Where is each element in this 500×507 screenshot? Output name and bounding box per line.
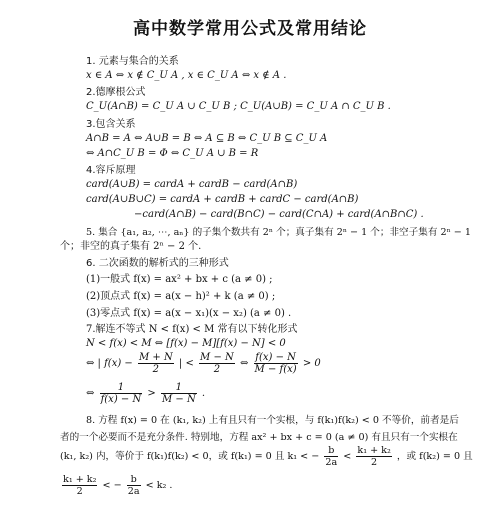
- section-7-formula-3: ⇔ $\frac{1}{f(x) - N}$ > $\frac{1}{M - N}$ .: [86, 382, 206, 405]
- fraction: $\frac{b}{2a}$: [127, 474, 140, 497]
- section-7-formula-2: ⇔ | f(x) − $\frac{M + N}{2}$ | < $\frac{M - N}{2}$ ⇔ $\frac{f(x) - N}{M - f(x)}$ > 0: [86, 352, 321, 375]
- fraction: $\frac{1}{M - N}$: [161, 382, 196, 405]
- section-4-formula-3: −card(A∩B) − card(B∩C) − card(C∩A) + card(A∩B∩C) .: [134, 209, 424, 220]
- page-title: 高中数学常用公式及常用结论: [133, 19, 367, 39]
- fraction: $\frac{M + N}{2}$: [139, 352, 173, 375]
- section-8-text-4: $\frac{\text{k₁ + k₂}}{2}$ < − $\frac{b}{2a}$ < k₂ .: [63, 474, 173, 497]
- section-3-formula-1: A∩B = A ⇔ A∪B = B ⇔ A ⊆ B ⇔ C_U B ⊆ C_U A: [86, 133, 328, 144]
- section-7-heading: 7.解连不等式 N < f(x) < M 常有以下转化形式: [86, 324, 298, 335]
- section-2-heading: 2.德摩根公式: [86, 87, 146, 98]
- section-5-text-1: 5. 集合 {a₁, a₂, ⋯, aₙ} 的子集个数共有 2ⁿ 个；真子集有 2ⁿ − 1 个；非空子集有 2ⁿ − 1: [86, 227, 471, 238]
- section-5-text-2: 个；非空的真子集有 2ⁿ − 2 个.: [60, 241, 202, 252]
- section-4-formula-2: card(A∪B∪C) = cardA + cardB + cardC − card(A∩B): [86, 194, 359, 205]
- section-8-text-3: (k₁, k₂) 内，等价于 f(k₁)f(k₂) < 0，或 f(k₁) = 0 且 k₁ < − $\frac{b}{2a}$ < $\frac{\text{k₁ + k₂}}{2}$ ，或 f(k₂) = 0 且: [60, 445, 473, 468]
- section-6-heading: 6. 二次函数的解析式的三种形式: [86, 258, 229, 269]
- section-1-formula: x ∈ A ⇔ x ∉ C_U A , x ∈ C_U A ⇔ x ∉ A .: [86, 70, 287, 81]
- section-4-formula-1: card(A∪B) = cardA + cardB − card(A∩B): [86, 179, 298, 190]
- section-2-formula: C_U(A∩B) = C_U A ∪ C_U B ; C_U(A∪B) = C_U A ∩ C_U B .: [86, 101, 391, 112]
- section-7-formula-1: N < f(x) < M ⇔ [f(x) − M][f(x) − N] < 0: [86, 338, 286, 349]
- fraction: $\frac{\text{k₁ + k₂}}{2}$: [63, 474, 97, 497]
- section-1-heading: 1. 元素与集合的关系: [86, 56, 179, 67]
- section-6-form-general: (1)一般式 f(x) = ax² + bx + c (a ≠ 0) ;: [86, 274, 273, 285]
- section-4-heading: 4.容斥原理: [86, 165, 136, 176]
- section-8-text-2: 者的一个必要而不是充分条件. 特别地，方程 ax² + bx + c = 0 (a ≠ 0) 有且只有一个实根在: [60, 432, 458, 443]
- section-8-text-1: 8. 方程 f(x) = 0 在 (k₁, k₂) 上有且只有一个实根，与 f(k₁)f(k₂) < 0 不等价，前者是后: [86, 415, 459, 426]
- section-3-formula-2: ⇔ A∩C_U B = Φ ⇔ C_U A ∪ B = R: [86, 148, 259, 159]
- fraction: $\frac{1}{f(x) - N}$: [100, 382, 142, 405]
- section-3-heading: 3.包含关系: [86, 119, 136, 130]
- section-6-form-zero: (3)零点式 f(x) = a(x − x₁)(x − x₂) (a ≠ 0) .: [86, 308, 292, 319]
- fraction: $\frac{b}{2a}$: [325, 445, 338, 468]
- section-6-form-vertex: (2)顶点式 f(x) = a(x − h)² + k (a ≠ 0) ;: [86, 291, 276, 302]
- fraction: $\frac{f(x) - N}{M - f(x)}$: [254, 352, 297, 375]
- fraction: $\frac{\text{k₁ + k₂}}{2}$: [357, 445, 391, 468]
- fraction: $\frac{M - N}{2}$: [200, 352, 234, 375]
